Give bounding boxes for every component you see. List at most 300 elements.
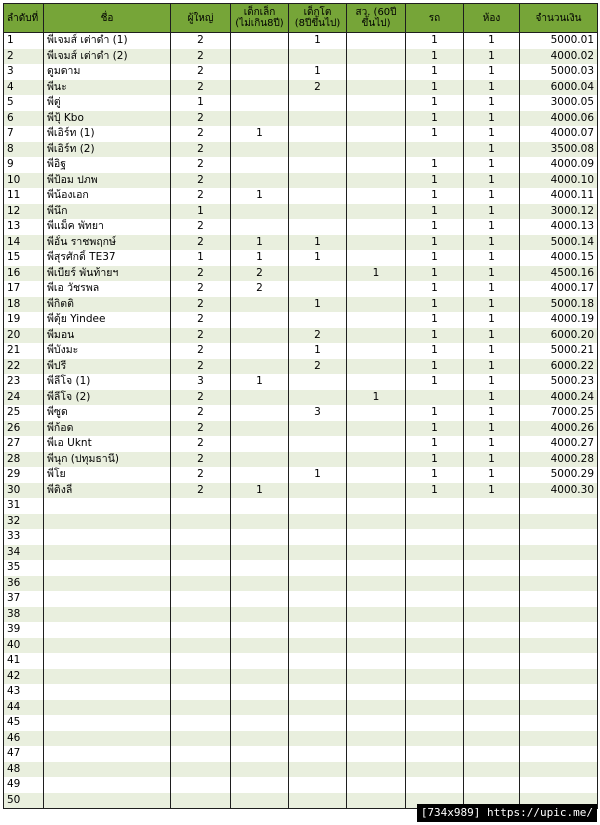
cell-seniors	[347, 188, 406, 204]
table-row	[4, 343, 598, 359]
cell-room: 1	[464, 33, 520, 49]
cell-room: 1	[464, 173, 520, 189]
cell-name	[44, 669, 171, 685]
table-row	[4, 700, 598, 716]
cell-small-children	[231, 638, 289, 654]
cell-amount: 4000.11	[520, 188, 598, 204]
cell-small-children	[231, 405, 289, 421]
table-row	[4, 762, 598, 778]
cell-room: 1	[464, 390, 520, 406]
cell-seniors	[347, 607, 406, 623]
cell-room	[464, 560, 520, 576]
cell-older-children	[289, 622, 347, 638]
cell-name: พี่เจมส์ เต่าดำ (2)	[44, 49, 171, 65]
cell-adults: 2	[171, 328, 231, 344]
cell-name	[44, 607, 171, 623]
cell-adults	[171, 638, 231, 654]
cell-amount	[520, 684, 598, 700]
cell-amount	[520, 622, 598, 638]
cell-order: 18	[4, 297, 44, 313]
cell-car: 1	[406, 219, 464, 235]
cell-order: 46	[4, 731, 44, 747]
cell-small-children: 1	[231, 374, 289, 390]
cell-adults: 2	[171, 64, 231, 80]
table-row	[4, 452, 598, 468]
table-row	[4, 188, 598, 204]
cell-amount: 4000.02	[520, 49, 598, 65]
cell-order: 37	[4, 591, 44, 607]
cell-small-children	[231, 142, 289, 158]
cell-older-children	[289, 684, 347, 700]
cell-older-children	[289, 762, 347, 778]
cell-older-children: 2	[289, 359, 347, 375]
cell-adults: 2	[171, 436, 231, 452]
cell-room: 1	[464, 80, 520, 96]
cell-name	[44, 529, 171, 545]
cell-small-children	[231, 684, 289, 700]
cell-car	[406, 653, 464, 669]
cell-order: 45	[4, 715, 44, 731]
table-row	[4, 297, 598, 313]
cell-order: 25	[4, 405, 44, 421]
cell-name: พี่ลีโจ (2)	[44, 390, 171, 406]
cell-car	[406, 684, 464, 700]
cell-adults: 3	[171, 374, 231, 390]
cell-name: พี่เอ วัชรพล	[44, 281, 171, 297]
cell-amount: 5000.29	[520, 467, 598, 483]
cell-adults: 2	[171, 219, 231, 235]
cell-amount	[520, 560, 598, 576]
table-row	[4, 173, 598, 189]
cell-order: 39	[4, 622, 44, 638]
cell-name	[44, 576, 171, 592]
cell-older-children: 1	[289, 250, 347, 266]
header-seniors: สว. (60ปี ขึ้นไป)	[347, 4, 406, 33]
cell-name: พี่อั๋น ราชพฤกษ์	[44, 235, 171, 251]
cell-adults: 1	[171, 95, 231, 111]
cell-amount	[520, 669, 598, 685]
cell-amount: 4000.09	[520, 157, 598, 173]
cell-older-children	[289, 204, 347, 220]
table-row	[4, 467, 598, 483]
cell-car	[406, 498, 464, 514]
cell-order: 8	[4, 142, 44, 158]
cell-seniors	[347, 328, 406, 344]
cell-name: พี่เจมส์ เต่าดำ (1)	[44, 33, 171, 49]
cell-order: 21	[4, 343, 44, 359]
cell-adults	[171, 545, 231, 561]
cell-car: 1	[406, 235, 464, 251]
cell-order: 35	[4, 560, 44, 576]
cell-adults: 2	[171, 235, 231, 251]
cell-amount: 4000.19	[520, 312, 598, 328]
cell-room: 1	[464, 219, 520, 235]
cell-seniors	[347, 111, 406, 127]
table-row	[4, 715, 598, 731]
cell-name	[44, 793, 171, 809]
cell-room	[464, 498, 520, 514]
cell-older-children	[289, 281, 347, 297]
cell-room: 1	[464, 95, 520, 111]
cell-car	[406, 669, 464, 685]
cell-small-children	[231, 452, 289, 468]
cell-room: 1	[464, 64, 520, 80]
cell-name: พี่อิฐ	[44, 157, 171, 173]
cell-older-children: 1	[289, 235, 347, 251]
cell-name	[44, 498, 171, 514]
cell-amount	[520, 638, 598, 654]
cell-seniors	[347, 653, 406, 669]
cell-adults	[171, 498, 231, 514]
table-row	[4, 684, 598, 700]
header-adults: ผู้ใหญ่	[171, 4, 231, 33]
cell-older-children	[289, 653, 347, 669]
cell-adults: 1	[171, 250, 231, 266]
cell-amount: 4000.15	[520, 250, 598, 266]
cell-amount: 5000.18	[520, 297, 598, 313]
cell-small-children	[231, 529, 289, 545]
cell-car	[406, 560, 464, 576]
cell-car	[406, 777, 464, 793]
cell-adults: 2	[171, 281, 231, 297]
cell-seniors	[347, 297, 406, 313]
cell-name: พี่โย	[44, 467, 171, 483]
cell-name: พี่ก้อด	[44, 421, 171, 437]
cell-seniors	[347, 250, 406, 266]
cell-room: 1	[464, 359, 520, 375]
cell-small-children	[231, 467, 289, 483]
table-row	[4, 49, 598, 65]
table-row	[4, 545, 598, 561]
cell-order: 33	[4, 529, 44, 545]
cell-seniors	[347, 235, 406, 251]
cell-room: 1	[464, 126, 520, 142]
cell-amount: 7000.25	[520, 405, 598, 421]
cell-small-children	[231, 390, 289, 406]
cell-name: พี่กิตติ	[44, 297, 171, 313]
cell-seniors	[347, 529, 406, 545]
cell-amount	[520, 746, 598, 762]
cell-name: พี่ตุ้ย Yindee	[44, 312, 171, 328]
cell-car: 1	[406, 359, 464, 375]
cell-car	[406, 700, 464, 716]
cell-older-children	[289, 715, 347, 731]
cell-older-children	[289, 390, 347, 406]
cell-car	[406, 715, 464, 731]
cell-amount	[520, 529, 598, 545]
cell-car	[406, 762, 464, 778]
cell-amount	[520, 700, 598, 716]
cell-name: พี่เอิร์ท (1)	[44, 126, 171, 142]
cell-small-children	[231, 762, 289, 778]
cell-amount: 4000.27	[520, 436, 598, 452]
cell-order: 42	[4, 669, 44, 685]
cell-car	[406, 545, 464, 561]
cell-older-children	[289, 49, 347, 65]
header-amount: จำนวนเงิน	[520, 4, 598, 33]
cell-adults	[171, 746, 231, 762]
cell-car: 1	[406, 157, 464, 173]
cell-car	[406, 746, 464, 762]
cell-small-children: 1	[231, 188, 289, 204]
cell-older-children	[289, 576, 347, 592]
table-row	[4, 591, 598, 607]
cell-name: พี่นุก (ปทุมธานี)	[44, 452, 171, 468]
cell-room: 1	[464, 436, 520, 452]
cell-order: 26	[4, 421, 44, 437]
cell-name	[44, 638, 171, 654]
cell-older-children	[289, 173, 347, 189]
cell-adults	[171, 653, 231, 669]
cell-seniors	[347, 514, 406, 530]
cell-car	[406, 591, 464, 607]
cell-older-children	[289, 126, 347, 142]
cell-room: 1	[464, 483, 520, 499]
cell-seniors: 1	[347, 390, 406, 406]
cell-car: 1	[406, 188, 464, 204]
table-row	[4, 622, 598, 638]
cell-amount: 5000.01	[520, 33, 598, 49]
cell-order: 1	[4, 33, 44, 49]
cell-small-children	[231, 157, 289, 173]
cell-amount	[520, 653, 598, 669]
cell-amount: 3500.08	[520, 142, 598, 158]
cell-car: 1	[406, 49, 464, 65]
cell-room: 1	[464, 250, 520, 266]
cell-order: 17	[4, 281, 44, 297]
cell-older-children	[289, 777, 347, 793]
cell-name: พี่เบียร์ พันท้ายฯ	[44, 266, 171, 282]
cell-car	[406, 638, 464, 654]
cell-room: 1	[464, 142, 520, 158]
cell-room	[464, 514, 520, 530]
cell-car: 1	[406, 281, 464, 297]
cell-car	[406, 731, 464, 747]
cell-seniors	[347, 622, 406, 638]
cell-order: 22	[4, 359, 44, 375]
cell-name	[44, 560, 171, 576]
cell-name: พี่สุรศักดิ์ TE37	[44, 250, 171, 266]
cell-adults	[171, 622, 231, 638]
cell-seniors	[347, 498, 406, 514]
cell-adults	[171, 715, 231, 731]
cell-small-children	[231, 591, 289, 607]
cell-name: พี่ตู่	[44, 95, 171, 111]
cell-small-children	[231, 746, 289, 762]
cell-amount: 4000.06	[520, 111, 598, 127]
cell-older-children	[289, 514, 347, 530]
header-row	[4, 4, 598, 33]
cell-car: 1	[406, 33, 464, 49]
cell-amount: 5000.14	[520, 235, 598, 251]
cell-order: 40	[4, 638, 44, 654]
cell-older-children	[289, 591, 347, 607]
cell-name	[44, 762, 171, 778]
cell-seniors	[347, 576, 406, 592]
cell-car	[406, 514, 464, 530]
cell-room	[464, 576, 520, 592]
cell-car: 1	[406, 266, 464, 282]
cell-small-children: 2	[231, 281, 289, 297]
cell-room: 1	[464, 188, 520, 204]
cell-room	[464, 591, 520, 607]
cell-name	[44, 731, 171, 747]
cell-order: 27	[4, 436, 44, 452]
cell-amount	[520, 576, 598, 592]
cell-seniors	[347, 343, 406, 359]
cell-seniors	[347, 173, 406, 189]
table-row	[4, 483, 598, 499]
cell-older-children	[289, 746, 347, 762]
cell-seniors	[347, 95, 406, 111]
cell-room: 1	[464, 328, 520, 344]
cell-older-children	[289, 669, 347, 685]
cell-older-children: 1	[289, 64, 347, 80]
cell-older-children	[289, 219, 347, 235]
table-row	[4, 638, 598, 654]
cell-car: 1	[406, 374, 464, 390]
table-row	[4, 64, 598, 80]
cell-seniors	[347, 219, 406, 235]
cell-room: 1	[464, 343, 520, 359]
cell-car	[406, 529, 464, 545]
cell-order: 9	[4, 157, 44, 173]
cell-small-children	[231, 777, 289, 793]
table-row	[4, 142, 598, 158]
cell-car	[406, 622, 464, 638]
cell-small-children	[231, 715, 289, 731]
cell-name: พี่ซูด	[44, 405, 171, 421]
cell-older-children	[289, 700, 347, 716]
cell-seniors	[347, 33, 406, 49]
cell-order: 4	[4, 80, 44, 96]
cell-room	[464, 529, 520, 545]
cell-room: 1	[464, 266, 520, 282]
cell-older-children	[289, 142, 347, 158]
cell-amount: 4000.10	[520, 173, 598, 189]
table-row	[4, 653, 598, 669]
cell-small-children	[231, 545, 289, 561]
cell-adults: 2	[171, 33, 231, 49]
cell-adults	[171, 777, 231, 793]
cell-name	[44, 700, 171, 716]
cell-amount	[520, 607, 598, 623]
table-row	[4, 576, 598, 592]
cell-small-children	[231, 173, 289, 189]
cell-car: 1	[406, 173, 464, 189]
table-row	[4, 421, 598, 437]
cell-amount: 4500.16	[520, 266, 598, 282]
cell-adults: 2	[171, 173, 231, 189]
cell-seniors	[347, 483, 406, 499]
cell-room	[464, 607, 520, 623]
cell-car	[406, 142, 464, 158]
cell-order: 15	[4, 250, 44, 266]
cell-room: 1	[464, 467, 520, 483]
cell-car	[406, 576, 464, 592]
cell-car: 1	[406, 452, 464, 468]
cell-room: 1	[464, 281, 520, 297]
cell-amount: 3000.12	[520, 204, 598, 220]
cell-seniors	[347, 64, 406, 80]
cell-room: 1	[464, 235, 520, 251]
cell-seniors	[347, 204, 406, 220]
cell-small-children	[231, 312, 289, 328]
cell-room	[464, 653, 520, 669]
cell-order: 2	[4, 49, 44, 65]
cell-amount	[520, 498, 598, 514]
cell-room	[464, 731, 520, 747]
cell-room	[464, 669, 520, 685]
cell-adults: 2	[171, 359, 231, 375]
cell-amount: 4000.30	[520, 483, 598, 499]
cell-amount: 4000.26	[520, 421, 598, 437]
cell-amount	[520, 591, 598, 607]
cell-adults	[171, 731, 231, 747]
cell-adults: 2	[171, 80, 231, 96]
cell-room: 1	[464, 405, 520, 421]
cell-seniors	[347, 80, 406, 96]
header-car: รถ	[406, 4, 464, 33]
cell-small-children	[231, 669, 289, 685]
cell-small-children	[231, 64, 289, 80]
cell-adults: 2	[171, 405, 231, 421]
cell-adults	[171, 529, 231, 545]
cell-room	[464, 684, 520, 700]
cell-adults	[171, 560, 231, 576]
cell-older-children	[289, 157, 347, 173]
header-older-children: เด็กโต (8ปีขึ้นไป)	[289, 4, 347, 33]
cell-older-children: 1	[289, 297, 347, 313]
cell-order: 5	[4, 95, 44, 111]
cell-small-children: 1	[231, 250, 289, 266]
cell-order: 6	[4, 111, 44, 127]
cell-car: 1	[406, 483, 464, 499]
cell-order: 24	[4, 390, 44, 406]
cell-small-children	[231, 436, 289, 452]
cell-older-children: 2	[289, 80, 347, 96]
cell-amount: 5000.03	[520, 64, 598, 80]
cell-seniors: 1	[347, 266, 406, 282]
cell-car: 1	[406, 204, 464, 220]
cell-room	[464, 638, 520, 654]
cell-small-children	[231, 33, 289, 49]
cell-name: พี่ป้อม ปภพ	[44, 173, 171, 189]
cell-room	[464, 762, 520, 778]
cell-adults	[171, 591, 231, 607]
cell-amount	[520, 545, 598, 561]
cell-adults: 2	[171, 188, 231, 204]
cell-amount	[520, 731, 598, 747]
cell-car: 1	[406, 126, 464, 142]
cell-order: 31	[4, 498, 44, 514]
cell-car: 1	[406, 405, 464, 421]
cell-small-children	[231, 576, 289, 592]
table-row	[4, 359, 598, 375]
cell-small-children	[231, 421, 289, 437]
cell-small-children	[231, 328, 289, 344]
cell-adults	[171, 762, 231, 778]
cell-adults	[171, 793, 231, 809]
cell-seniors	[347, 560, 406, 576]
cell-seniors	[347, 545, 406, 561]
cell-amount: 5000.23	[520, 374, 598, 390]
cell-car: 1	[406, 64, 464, 80]
cell-older-children	[289, 545, 347, 561]
cell-small-children	[231, 219, 289, 235]
cell-name	[44, 514, 171, 530]
cell-order: 14	[4, 235, 44, 251]
